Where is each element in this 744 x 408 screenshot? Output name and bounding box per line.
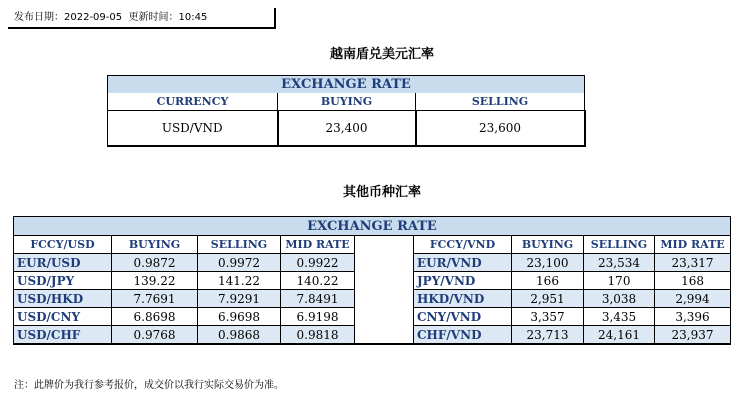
publish-date-label: 发布日期：	[14, 12, 64, 23]
column-gap	[355, 308, 414, 326]
buying-cell: 7.7691	[112, 290, 198, 308]
update-time: 10:45	[178, 12, 208, 23]
mid-rate-cell: 0.9922	[281, 254, 355, 272]
selling-cell: 23,534	[584, 254, 655, 272]
vnd-usd-title: 越南盾兑美元汇率	[329, 47, 434, 62]
currency-pair-cell: EUR/VND	[414, 254, 512, 272]
col-header-selling: SELLING	[584, 236, 655, 254]
column-gap	[355, 272, 414, 290]
col-header-fccy-vnd: FCCY/VND	[414, 236, 512, 254]
mid-rate-cell: 23,317	[655, 254, 731, 272]
selling-cell: 3,038	[584, 290, 655, 308]
currency-cell: USD/VND	[108, 111, 278, 147]
mid-rate-cell: 6.9198	[281, 308, 355, 326]
currency-pair-cell: USD/CHF	[14, 326, 112, 345]
selling-cell: 141.22	[198, 272, 281, 290]
buying-cell: 2,951	[512, 290, 584, 308]
table-row	[108, 111, 585, 147]
other-currencies-rate-table	[13, 216, 731, 345]
buying-cell: 23,713	[512, 326, 584, 345]
buying-cell: 6.8698	[112, 308, 198, 326]
col-header-fccy-usd: FCCY/USD	[14, 236, 112, 254]
col-header-mid-rate: MID RATE	[281, 236, 355, 254]
col-header-currency: CURRENCY	[108, 93, 278, 111]
buying-cell: 139.22	[112, 272, 198, 290]
selling-cell: 170	[584, 272, 655, 290]
table-header-row	[108, 93, 585, 111]
selling-cell: 24,161	[584, 326, 655, 345]
selling-cell: 0.9868	[198, 326, 281, 345]
col-header-buying: BUYING	[112, 236, 198, 254]
column-gap	[355, 326, 414, 345]
publish-date: 2022-09-05	[64, 12, 123, 23]
buying-cell: 3,357	[512, 308, 584, 326]
selling-cell: 23,600	[416, 111, 585, 147]
currency-pair-cell: JPY/VND	[414, 272, 512, 290]
mid-rate-cell: 140.22	[281, 272, 355, 290]
selling-cell: 3,435	[584, 308, 655, 326]
selling-cell: 7.9291	[198, 290, 281, 308]
table-row	[14, 272, 731, 290]
currency-pair-cell: CNY/VND	[414, 308, 512, 326]
mid-rate-cell: 2,994	[655, 290, 731, 308]
currency-pair-cell: HKD/VND	[414, 290, 512, 308]
exchange-rate-band: EXCHANGE RATE	[108, 76, 585, 94]
col-header-selling: SELLING	[416, 93, 585, 111]
table-row	[14, 326, 731, 345]
exchange-rate-band: EXCHANGE RATE	[14, 217, 731, 236]
update-time-label: 更新时间：	[128, 12, 179, 23]
currency-pair-cell: CHF/VND	[414, 326, 512, 345]
table-header-row	[14, 236, 731, 254]
col-header-buying: BUYING	[512, 236, 584, 254]
mid-rate-cell: 168	[655, 272, 731, 290]
currency-pair-cell: USD/HKD	[14, 290, 112, 308]
mid-rate-cell: 0.9818	[281, 326, 355, 345]
mid-rate-cell: 3,396	[655, 308, 731, 326]
currency-pair-cell: USD/JPY	[14, 272, 112, 290]
currency-pair-cell: EUR/USD	[14, 254, 112, 272]
other-currencies-title: 其他币种汇率	[342, 185, 421, 200]
selling-cell: 6.9698	[198, 308, 281, 326]
buying-cell: 23,100	[512, 254, 584, 272]
column-gap	[355, 290, 414, 308]
publish-info	[8, 8, 276, 29]
col-header-buying: BUYING	[278, 93, 416, 111]
vnd-usd-rate-table	[107, 75, 586, 147]
mid-rate-cell: 7.8491	[281, 290, 355, 308]
table-row	[14, 254, 731, 272]
table-row	[14, 290, 731, 308]
buying-cell: 23,400	[278, 111, 416, 147]
selling-cell: 0.9972	[198, 254, 281, 272]
column-gap	[355, 236, 414, 254]
currency-pair-cell: USD/CNY	[14, 308, 112, 326]
buying-cell: 166	[512, 272, 584, 290]
buying-cell: 0.9872	[112, 254, 198, 272]
column-gap	[355, 254, 414, 272]
footnote: 注：此牌价为我行参考报价，成交价以我行实际交易价为准。	[14, 380, 284, 391]
table-row	[14, 308, 731, 326]
buying-cell: 0.9768	[112, 326, 198, 345]
col-header-selling: SELLING	[198, 236, 281, 254]
mid-rate-cell: 23,937	[655, 326, 731, 345]
col-header-mid-rate: MID RATE	[655, 236, 731, 254]
